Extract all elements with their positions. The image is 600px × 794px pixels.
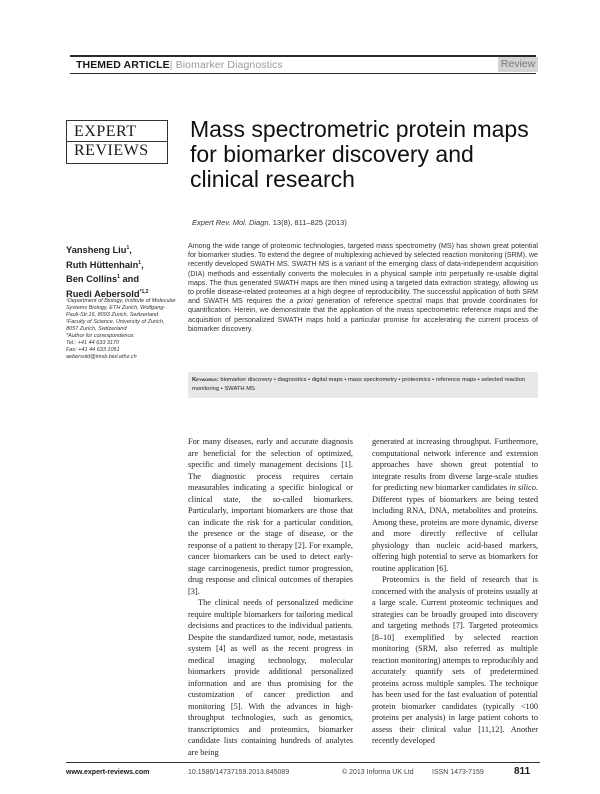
header-top-rule — [70, 55, 536, 57]
affiliation-2: ²Faculty of Science, University of Zurich, 8057 Zurich, Switzerland — [66, 319, 165, 332]
author-name: Yansheng Liu — [66, 245, 127, 256]
logo-line-2: REVIEWS — [74, 142, 149, 159]
header-bottom-rule — [70, 73, 536, 74]
author-affil-sup: 1 — [138, 259, 142, 266]
keywords-items: biomarker discovery • diagnostics • digital maps • mass spectrometry • proteomics • reference maps • selected reaction monitoring • SWATH MS — [192, 377, 526, 392]
author-name: Ruth Hüttenhain — [66, 259, 139, 270]
abstract-text-2: generation of reference spectral maps that provide coordinates for quantification. Herein, we demonstrate that the application of the mass spectrometric reference maps and the acquisition of personalized SWATH maps hold a particular promise for accelerating the current process of biomarker discovery. — [188, 297, 538, 333]
keywords — [192, 376, 534, 394]
footer-issn: ISSN 1473-7159 — [432, 769, 484, 776]
keywords-label: Keywords: — [192, 377, 219, 383]
topic-label: Biomarker Diagnostics — [175, 59, 283, 71]
citation — [192, 218, 347, 227]
email: aebersold@imsb.biol.ethz.ch — [66, 354, 137, 360]
expert-reviews-logo — [66, 120, 168, 164]
paragraph: The clinical needs of personalized medicine require multiple biomarkers for tailoring medical decisions and practices to the individual patients. Despite the standardized tumor, node, metastasis system [4] as well as the recent progress in medical imaging technology, molecular biomarkers provide additional personalized information and are thus promising for the customization of cancer prediction and monitoring [5]. With the advances in high-throughput technologies, such as genomics, transcriptomics and proteomics, biomarker candidate lists containing hundreds of analytes are being — [188, 598, 353, 757]
footer-rule — [66, 762, 540, 763]
footer-doi: 10.1586/14737159.2013.845089 — [188, 769, 290, 776]
paragraph: Proteomics is the field of research that is concerned with the analysis of proteins usually at a large scale. Current proteomic techniques and strategies can be broadly grouped into discovery and targeting methods [7]. Targeted proteomics [8–10] exemplified by selected reaction monitoring (SRM, also referred as multiple reaction monitoring) attempts to reproducibly and accurately quantify sets of predetermined proteins across multiple samples. The technique has been used for the fast evaluation of potential protein biomarker candidates (typically <100 proteins per analysis) in large patient cohorts to assess their clinical value [11,12]. Another recently developed — [372, 575, 538, 746]
article-title: Mass spectrometric protein maps for biomarker discovery and clinical research — [190, 116, 529, 192]
body-column-1 — [188, 436, 353, 758]
themed-article-label: THEMED ARTICLE — [76, 59, 170, 71]
author-list — [66, 242, 176, 300]
page-number: 811 — [514, 766, 531, 777]
running-header — [76, 59, 283, 71]
author-affil-sup: *1,2 — [139, 288, 149, 295]
abstract-italic: a priori — [289, 297, 313, 306]
journal-name: Expert Rev. Mol. Diagn. — [192, 218, 271, 227]
abstract-text-1: Among the wide range of proteomic technologies, targeted mass spectrometry (MS) has shown great potential for biomarker studies. To extend the degree of multiplexing achieved by selected reaction monitoring (SRM), we recently developed SWATH MS. SWATH MS is a variant of the emerging class of data-independent acquisition (DIA) methods and essentially converts the molecules in a physical sample into perpetually re-usable digital maps. The thus generated SWATH maps are then mined using a targeted data extraction strategy, allowing us to profile disease-related proteomes at a high degree of reproducibility. The successful application of both SRM and SWATH MS requires the — [188, 242, 539, 306]
footer-url-link[interactable]: www.expert-reviews.com — [66, 769, 150, 776]
author-separator: and — [119, 274, 140, 285]
author-affil-sup: 1 — [117, 274, 120, 281]
author-name: Ruedi Aebersold — [66, 288, 140, 299]
author-name: Ben Collins — [66, 274, 118, 285]
author-separator: , — [129, 245, 132, 256]
affiliation-1: ¹Department of Biology, Institute of Molecular Systems Biology, ETH Zurich, Wolfgang-Pauli-Str.16, 8093 Zurich, Switzerland — [66, 298, 176, 318]
logo-line-1: EXPERT — [74, 123, 137, 140]
body-column-2 — [372, 436, 538, 747]
italic-term: in silico — [509, 483, 536, 493]
affiliations — [66, 298, 176, 361]
paragraph: For many diseases, early and accurate diagnosis are beneficial for the selection of optimized, specific and timely management decisions [1]. The diagnostic process requires certain measurables indicating a specific biological or clinical state, the so-called biomarkers. Particularly, important biomarkers are those that can indicate the risk for a particular condition, the presence or the stage of disease, or the response of a patient to therapy [2]. For example, cancer biomarkers can be used to detect early-stage carcinogenesis, predict tumor progression, drug response and clinical outcomes of therapies [3]. — [188, 437, 353, 596]
paragraph-text: generated at increasing throughput. Furthermore, computational network inference and extension approaches have shown great potential to integrate results from diverse large-scale studies for predicting new biomarker candidates — [372, 437, 538, 493]
correspondence-label: *Author for correspondence: — [66, 333, 135, 339]
paragraph-text: . Different types of biomarkers are being tested including RNA, DNA, metabolites and proteins. Among these, proteins are more dynamic, diverse and more directly reflective of cellular physiology than nucleic acid-based markers, offering high potential to serve as biomarkers for routine application [6]. — [372, 483, 538, 573]
author-affil-sup: 1 — [126, 245, 130, 251]
header-separator: | — [169, 59, 173, 71]
author-separator: , — [141, 259, 144, 270]
fax: Fax: +41 44 633 1051 — [66, 347, 120, 353]
abstract — [188, 242, 538, 334]
telephone: Tel.: +41 44 633 3170 — [66, 340, 120, 346]
citation-ref: 13(8), 811–825 (2013) — [272, 218, 347, 227]
review-badge: Review — [498, 57, 538, 72]
paragraph — [372, 436, 538, 574]
footer-copyright: © 2013 Informa UK Ltd — [342, 769, 414, 776]
